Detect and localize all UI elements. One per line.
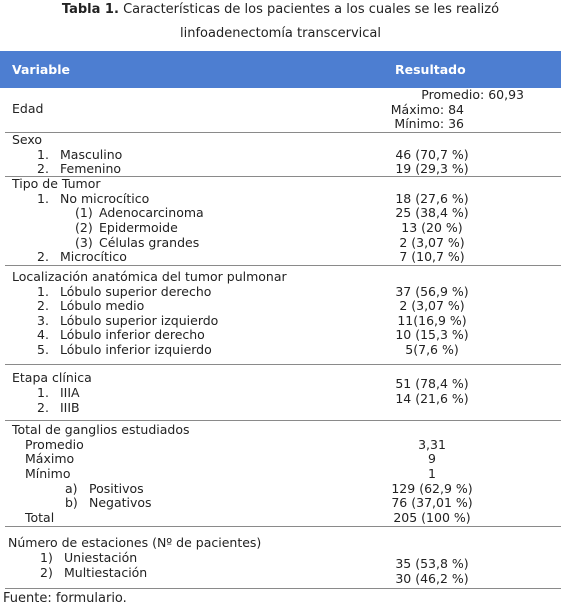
- ganglios-maximo-value: 9: [428, 451, 436, 466]
- localizacion-item-label: Lóbulo inferior izquierdo: [60, 342, 212, 357]
- row-divider: [5, 364, 561, 365]
- table-caption: [0, 2, 561, 18]
- localizacion-item-value: 2 (3,07 %): [399, 298, 465, 313]
- ganglios-minimo-label: Mínimo: [25, 466, 71, 481]
- ganglios-total-label: Total: [25, 510, 55, 525]
- sexo-item-label: Masculino: [60, 147, 123, 162]
- edad-minimo: Mínimo: 36: [394, 116, 464, 131]
- tumor-item-label: Microcítico: [60, 249, 127, 264]
- row-divider: [5, 526, 561, 527]
- etapa-item-label: IIIB: [60, 400, 80, 415]
- tumor-item-num: 1.: [37, 191, 49, 206]
- table-caption-line2: linfoadenectomía transcervical: [180, 26, 381, 41]
- estaciones-item-num: 1): [40, 550, 53, 565]
- localizacion-item-label: Lóbulo inferior derecho: [60, 327, 205, 342]
- localizacion-item-label: Lóbulo medio: [60, 298, 145, 313]
- edad-maximo: Máximo: 84: [390, 102, 464, 117]
- tumor-item-label: No microcítico: [60, 191, 150, 206]
- source-note: Fuente: formulario.: [3, 591, 127, 606]
- sexo-item-num: 2.: [37, 161, 49, 176]
- etapa-label: Etapa clínica: [12, 370, 92, 385]
- localizacion-label: Localización anatómica del tumor pulmonar: [12, 269, 287, 284]
- sexo-item-label: Femenino: [60, 161, 122, 176]
- tumor-item-num: (3): [75, 235, 93, 250]
- localizacion-item-label: Lóbulo superior derecho: [60, 284, 212, 299]
- caption-text: Características de los pacientes a los cuales se les realizó: [123, 2, 500, 17]
- etapa-item-num: 2.: [37, 400, 49, 415]
- tumor-item-label: Epidermoide: [99, 220, 178, 235]
- localizacion-item-num: 3.: [37, 313, 49, 328]
- localizacion-item-num: 2.: [37, 298, 49, 313]
- tumor-item-value: 18 (27,6 %): [395, 191, 469, 206]
- ganglios-minimo-value: 1: [428, 466, 436, 481]
- ganglios-label: Total de ganglios estudiados: [12, 422, 190, 437]
- localizacion-item-label: Lóbulo superior izquierdo: [60, 313, 219, 328]
- edad-promedio: Promedio: 60,93: [421, 87, 524, 102]
- localizacion-item-value: 11(16,9 %): [397, 313, 467, 328]
- ganglios-positivos-value: 129 (62,9 %): [391, 481, 473, 496]
- sexo-item-num: 1.: [37, 147, 49, 162]
- row-divider: [5, 588, 561, 589]
- tumor-item-num: (1): [75, 205, 93, 220]
- ganglios-maximo-label: Máximo: [25, 451, 75, 466]
- estaciones-item-value: 30 (46,2 %): [395, 571, 469, 586]
- row-divider: [5, 265, 561, 266]
- row-divider: [5, 420, 561, 421]
- ganglios-positivos-label: Positivos: [89, 481, 144, 496]
- header-variable: Variable: [12, 62, 71, 77]
- edad-label: Edad: [12, 101, 44, 116]
- localizacion-item-num: 5.: [37, 342, 49, 357]
- ganglios-promedio-label: Promedio: [25, 437, 84, 452]
- sexo-label: Sexo: [12, 132, 43, 147]
- sexo-item-value: 19 (29,3 %): [395, 161, 469, 176]
- tumor-label: Tipo de Tumor: [12, 176, 101, 191]
- estaciones-label: Número de estaciones (Nº de pacientes): [8, 535, 262, 550]
- tumor-item-value: 7 (10,7 %): [399, 249, 465, 264]
- tumor-item-value: 2 (3,07 %): [399, 235, 465, 250]
- estaciones-item-num: 2): [40, 565, 53, 580]
- tumor-item-num: (2): [75, 220, 93, 235]
- ganglios-positivos-num: a): [65, 481, 78, 496]
- tumor-item-value: 25 (38,4 %): [395, 205, 469, 220]
- row-divider: [5, 132, 561, 133]
- estaciones-item-label: Multiestación: [64, 565, 148, 580]
- estaciones-item-value: 35 (53,8 %): [395, 556, 469, 571]
- ganglios-negativos-label: Negativos: [89, 495, 152, 510]
- etapa-item-value: 14 (21,6 %): [395, 391, 469, 406]
- ganglios-total-value: 205 (100 %): [393, 510, 471, 525]
- localizacion-item-num: 1.: [37, 284, 49, 299]
- etapa-item-label: IIIA: [60, 385, 80, 400]
- ganglios-promedio-value: 3,31: [418, 437, 446, 452]
- ganglios-negativos-value: 76 (37,01 %): [391, 495, 473, 510]
- localizacion-item-num: 4.: [37, 327, 49, 342]
- tumor-item-num: 2.: [37, 249, 49, 264]
- table-header: [0, 51, 561, 88]
- localizacion-item-value: 10 (15,3 %): [395, 327, 469, 342]
- estaciones-item-label: Uniestación: [64, 550, 138, 565]
- ganglios-negativos-num: b): [65, 495, 78, 510]
- header-resultado: Resultado: [395, 62, 466, 77]
- sexo-item-value: 46 (70,7 %): [395, 147, 469, 162]
- localizacion-item-value: 5(7,6 %): [405, 342, 459, 357]
- etapa-item-value: 51 (78,4 %): [395, 376, 469, 391]
- caption-label: Tabla 1.: [61, 2, 119, 17]
- etapa-item-num: 1.: [37, 385, 49, 400]
- tumor-item-label: Células grandes: [99, 235, 200, 250]
- localizacion-item-value: 37 (56,9 %): [395, 284, 469, 299]
- tumor-item-label: Adenocarcinoma: [99, 205, 204, 220]
- tumor-item-value: 13 (20 %): [401, 220, 463, 235]
